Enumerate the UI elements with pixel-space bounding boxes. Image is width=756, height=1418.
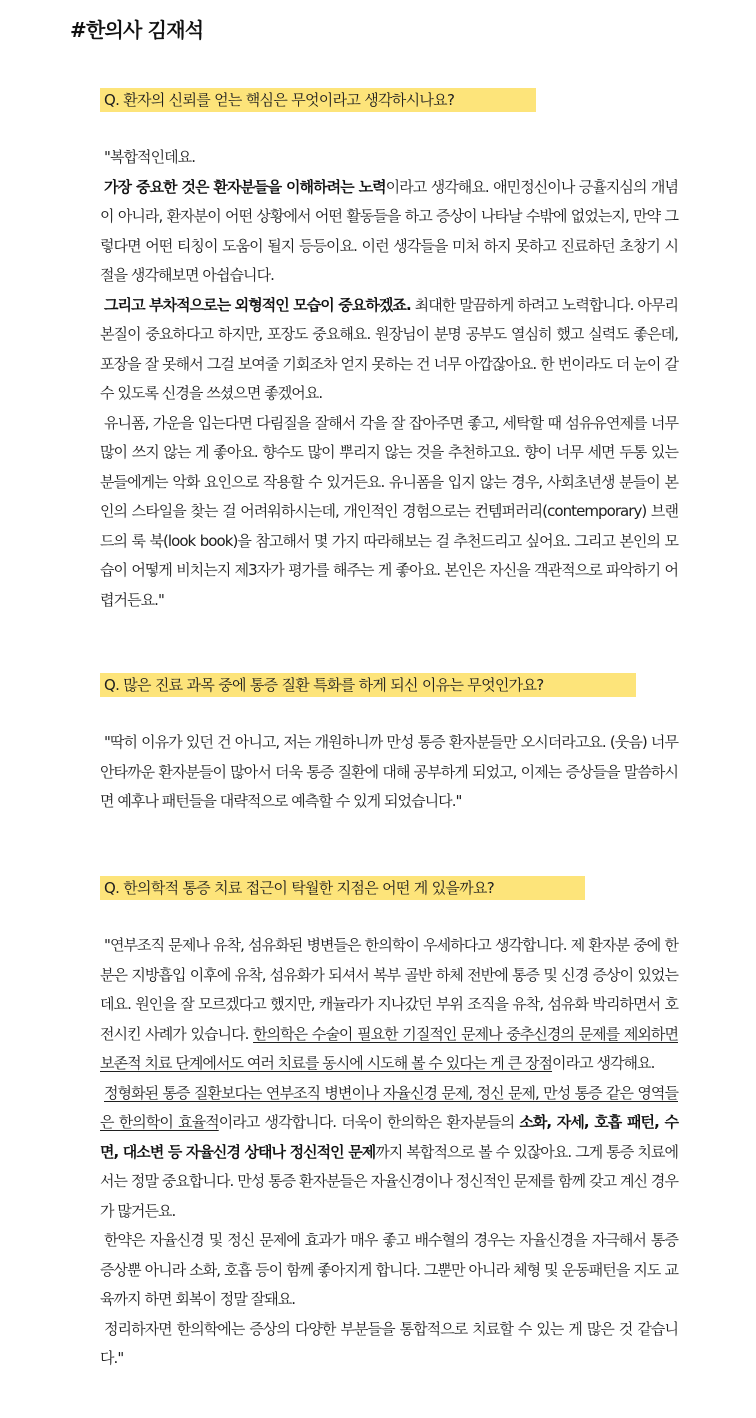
- answer-3-text-3: 이라고 생각합니다. 더욱이 한의학은 환자분들의: [218, 1113, 520, 1131]
- page-title: #한의사 김재석: [70, 18, 204, 42]
- answer-3-paragraph-3: 한약은 자율신경 및 정신 문제에 효과가 매우 좋고 배수혈의 경우는 자율신경을 자극해서 통증 증상뿐 아니라 소화, 호흡 등이 함께 좋아지게 합니다. 그뿐만 아니라 체형 및 운동패턴을 지도 교육까지 하면 회복이 정말 잘돼요.: [100, 1231, 678, 1308]
- answer-3-text-2: 이라고 생각해요.: [552, 1054, 655, 1072]
- answer-3-paragraph-2: [100, 1079, 678, 1227]
- answer-3-underline-2: 정형화된 통증 질환보다는 연부조직 병변이나 자율신경 문제, 정신 문제, 만성 통증 같은 영역들은 한의학이 효율적: [100, 1083, 678, 1131]
- answer-2-paragraph-1: "딱히 이유가 있던 건 아니고, 저는 개원하니까 만성 통증 환자분들만 오시더라고요. (웃음) 너무안타까운 환자분들이 많아서 더욱 통증 질환에 대해 공부하게 되었고, 이제는 증상들을 말씀하시면 예후나 패턴들을 대략적으로 예측할 수 있게 되었습니다.": [100, 733, 678, 810]
- answer-1-paragraph-2: [100, 173, 678, 291]
- answer-1-text-2: 최대한 말끔하게 하려고 노력합니다. 아무리 본질이 중요하다고 하지만, 포장도 중요해요. 원장님이 분명 공부도 열심히 했고 실력도 좋은데, 포장을 잘 못해서 그걸 보여줄 기회조차 얻지 못하는 건 너무 아깝잖아요. 한 번이라도 더 눈이 갈 수 있도록 신경을 쓰셨으면 좋겠어요.: [100, 295, 678, 402]
- question-3: Q. 한의학적 통증 치료 접근이 탁월한 지점은 어떤 게 있을까요?: [100, 876, 585, 900]
- answer-3-paragraph-4: 정리하자면 한의학에는 증상의 다양한 부분들을 통합적으로 치료할 수 있는 게 많은 것 같습니다.": [100, 1319, 678, 1367]
- answer-3-paragraph-1: [100, 931, 678, 1079]
- answer-1-paragraph-4: 유니폼, 가운을 입는다면 다림질을 잘해서 각을 잘 잡아주면 좋고, 세탁할 때 섬유유연제를 너무 많이 쓰지 않는 게 좋아요. 향수도 많이 뿌리지 않는 것을 추천하고요. 향이 너무 세면 두통 있는 분들에게는 악화 요인으로 작용할 수 있거든요. 유니폼을 입지 않는 경우, 사회초년생 분들이 본인의 스타일을 찾는 걸 어려워하시는데, 개인적인 경험으로는 컨템퍼러리(contemporary) 브랜드의 룩 북(look book)을 참고해서 몇 가지 따라해보는 걸 추천드리고 싶어요. 그리고 본인의 모습이 어떻게 비치는지 제3자가 평가를 해주는 게 좋아요. 본인은 자신을 객관적으로 파악하기 어렵거든요.": [100, 413, 678, 609]
- question-1: Q. 환자의 신뢰를 얻는 핵심은 무엇이라고 생각하시나요?: [100, 88, 536, 112]
- answer-3-text-1: "연부조직 문제나 유착, 섬유화된 병변들은 한의학이 우세하다고 생각합니다. 제 환자분 중에 한 분은 지방흡입 이후에 유착, 섬유화가 되셔서 복부 골반 하체 전반에 통증 및 신경 증상이 있었는데요. 원인을 잘 모르겠다고 했지만, 캐뉼라가 지나갔던 부위 조직을 유착, 섬유화 박리하면서 호전시킨 사례가 있습니다.: [100, 936, 678, 1043]
- answer-1: [100, 143, 678, 615]
- answer-2: [100, 728, 678, 817]
- answer-1-bold-2: 그리고 부차적으로는 외형적인 모습이 중요하겠죠.: [104, 295, 411, 314]
- question-2: Q. 많은 진료 과목 중에 통증 질환 특화를 하게 되신 이유는 무엇인가요?: [100, 673, 636, 697]
- answer-1-bold-1: 가장 중요한 것은 환자분들을 이해하려는 노력: [104, 177, 386, 196]
- answer-3: [100, 931, 678, 1374]
- answer-3-underline-1: 한의학은 수술이 필요한 기질적인 문제나 중추신경의 문제를 제외하면 보존적 치료 단계에서도 여러 치료를 동시에 시도해 볼 수 있다는 게 큰 장점: [100, 1024, 678, 1072]
- answer-1-text-1: 이라고 생각해요. 애민정신이나 긍휼지심의 개념이 아니라, 환자분이 어떤 상황에서 어떤 활동들을 하고 증상이 나타날 수밖에 없었는지, 만약 그렇다면 어떤 티칭이 도움이 될지 등등이요. 이런 생각들을 미처 하지 못하고 진료하던 초창기 시절을 생각해보면 아쉽습니다.: [100, 177, 678, 284]
- answer-1-paragraph-1: "복합적인데요.: [104, 148, 196, 166]
- answer-1-paragraph-3: [100, 291, 678, 409]
- answer-3-bold-1: 소화, 자세, 호흡 패턴, 수면, 대소변 등 자율신경 상태나 정신적인 문제: [100, 1113, 679, 1161]
- answer-3-text-4: 까지 복합적으로 볼 수 있잖아요. 그게 통증 치료에서는 정말 중요합니다. 만성 통증 환자분들은 자율신경이나 정신적인 문제를 함께 갖고 계신 경우가 많거든요.: [100, 1142, 678, 1220]
